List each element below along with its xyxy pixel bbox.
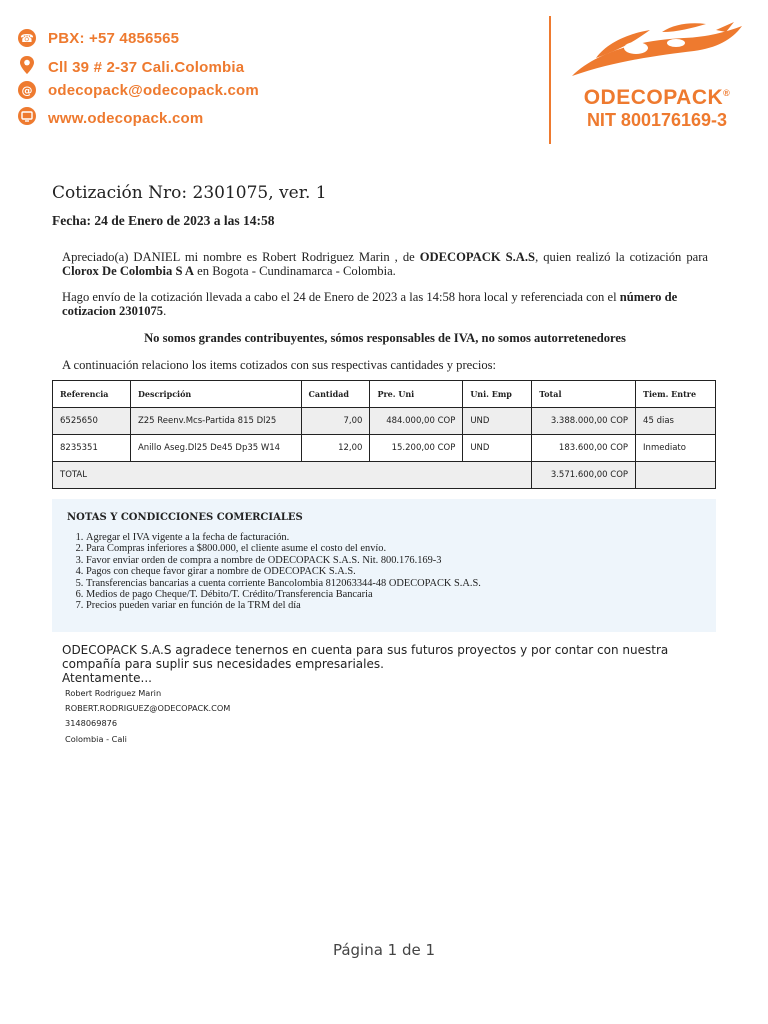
closing-regards: Atentamente... <box>62 671 152 685</box>
notes-box <box>52 499 716 632</box>
header-cell: Uni. Emp <box>463 381 532 408</box>
brand-name-text: ODECOPACK <box>583 86 724 109</box>
company-name: ODECOPACK S.A.S <box>419 250 536 264</box>
list-item: 2. Para Compras inferiores a $800.000, el cliente asume el costo del envío. <box>86 543 481 554</box>
table-row <box>53 408 716 435</box>
total-value: 3.571.600,00 COP <box>532 462 636 489</box>
reference-period: . <box>163 304 167 318</box>
list-item: 4. Pagos con cheque favor girar a nombre de ODECOPACK S.A.S. <box>86 566 481 577</box>
list-item: 1. Agregar el IVA vigente a la fecha de facturación. <box>86 532 481 543</box>
quote-title: Cotización Nro: 2301075, ver. 1 <box>52 183 327 203</box>
contact-phone <box>18 29 179 47</box>
total-label: TOTAL <box>53 462 532 489</box>
header-cell: Referencia <box>53 381 131 408</box>
items-table <box>52 380 716 489</box>
tax-notice: No somos grandes contribuyentes, sómos responsables de IVA, no somos autorretenedores <box>144 331 626 345</box>
contact-phone-text: PBX: +57 4856565 <box>48 29 180 47</box>
web-icon <box>18 107 36 129</box>
location-pin-icon <box>18 55 36 79</box>
intro-text-b: , quien realizó la cotización para <box>535 250 708 264</box>
closing-text: ODECOPACK S.A.S agradece tenernos en cuenta para sus futuros proyectos y por contar con nuestra compañía para suplir sus necesidades empresariales. <box>62 643 669 671</box>
list-item: 6. Medios de pago Cheque/T. Débito/T. Crédito/Transferencia Bancaria <box>86 589 481 600</box>
header-cell: Total <box>532 381 636 408</box>
intro-paragraph <box>62 250 708 278</box>
cell-total: 3.388.000,00 COP <box>532 408 636 435</box>
list-item: 7. Precios pueden variar en función de la TRM del día <box>86 600 481 611</box>
header-divider <box>549 16 551 144</box>
client-name: Clorox De Colombia S A <box>62 264 195 278</box>
reference-text: Hago envío de la cotización llevada a cabo el 24 de Enero de 2023 a las 14:58 hora local y referenciada con el <box>62 290 620 304</box>
header-cell: Tiem. Entre <box>636 381 716 408</box>
quote-number-ref: número de cotizacion 2301075 <box>62 290 678 318</box>
signature-phone: 3148069876 <box>65 718 118 728</box>
brand-name <box>566 86 748 110</box>
cell-quantity: 12,00 <box>301 435 370 462</box>
quote-date: Fecha: 24 de Enero de 2023 a las 14:58 <box>52 213 275 228</box>
cell-total: 183.600,00 COP <box>532 435 636 462</box>
cell-quantity: 7,00 <box>301 408 370 435</box>
signature-email: ROBERT.RODRIGUEZ@ODECOPACK.COM <box>65 703 231 713</box>
contact-email-text: odecopack@odecopack.com <box>48 81 259 99</box>
signature-location: Colombia - Cali <box>65 734 127 744</box>
contact-address <box>18 55 244 79</box>
header-cell: Pre. Uni <box>370 381 463 408</box>
cell-unit-price: 15.200,00 COP <box>370 435 463 462</box>
list-item: 3. Favor enviar orden de compra a nombre de ODECOPACK S.A.S. Nit. 800.176.169-3 <box>86 555 481 566</box>
cell-reference: 8235351 <box>53 435 131 462</box>
phone-icon: ☎ <box>18 29 36 47</box>
header-cell: Descripción <box>130 381 301 408</box>
registered-mark: ® <box>723 88 731 98</box>
cell-description: Z25 Reenv.Mcs-Partida 815 Dl25 <box>130 408 301 435</box>
notes-list <box>66 532 481 612</box>
table-total-row <box>53 462 716 489</box>
items-intro: A continuación relaciono los items cotizados con sus respectivas cantidades y precios: <box>62 358 497 372</box>
contact-web-text: www.odecopack.com <box>48 109 204 127</box>
table-row <box>53 435 716 462</box>
at-icon: @ <box>18 81 36 99</box>
cell-delivery: 45 dias <box>636 408 716 435</box>
reference-paragraph <box>62 290 708 318</box>
contact-email <box>18 81 259 99</box>
contact-address-text: Cll 39 # 2-37 Cali.Colombia <box>48 58 245 76</box>
contact-web <box>18 107 203 129</box>
intro-text-a: Apreciado(a) DANIEL mi nombre es Robert Rodriguez Marin , de <box>62 250 420 264</box>
cell-unit: UND <box>463 408 532 435</box>
list-item: 5. Transferencias bancarias a cuenta corriente Bancolombia 812063344-48 ODECOPACK S.A.S. <box>86 578 481 589</box>
cell-reference: 6525650 <box>53 408 131 435</box>
cell-description: Anillo Aseg.Dl25 De45 Dp35 W14 <box>130 435 301 462</box>
cell-delivery: Inmediato <box>636 435 716 462</box>
page-number: Página 1 de 1 <box>332 941 436 959</box>
total-empty-cell <box>636 462 716 489</box>
header-cell: Cantidad <box>301 381 370 408</box>
brand-logo-graphic <box>566 18 748 88</box>
signature-name: Robert Rodriguez Marin <box>65 688 162 698</box>
intro-text-c: en Bogota - Cundinamarca - Colombia. <box>194 264 396 278</box>
cell-unit: UND <box>463 435 532 462</box>
cell-unit-price: 484.000,00 COP <box>370 408 463 435</box>
table-header-row <box>53 381 716 408</box>
brand-nit: NIT 800176169-3 <box>586 110 728 130</box>
notes-title: NOTAS Y CONDICCIONES COMERCIALES <box>67 512 303 523</box>
